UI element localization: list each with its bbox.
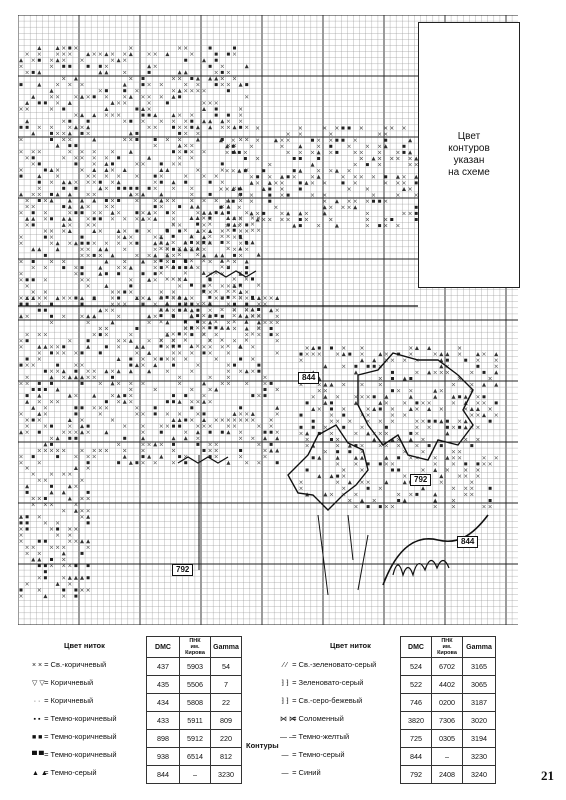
code-dmc: 844 xyxy=(147,766,180,784)
legend-row xyxy=(32,746,117,764)
stitch-symbol: ⁆ ⁆ xyxy=(281,680,289,687)
legend-row xyxy=(280,710,376,728)
legend-code-row xyxy=(147,730,242,748)
code-pnk: 2408 xyxy=(432,766,463,784)
code-pnk: – xyxy=(432,748,463,766)
code-dmc: 898 xyxy=(147,730,180,748)
code-gamma: 3240 xyxy=(463,766,496,784)
label-792-bottom: 792 xyxy=(172,564,193,576)
legend-col-header: Gamma xyxy=(463,637,496,658)
legend-row xyxy=(280,746,376,764)
thread-name: = Св.-коричневый xyxy=(44,660,107,669)
code-dmc: 844 xyxy=(401,748,432,766)
legend-code-row xyxy=(147,694,242,712)
code-pnk: 7306 xyxy=(432,712,463,730)
legend-left-names xyxy=(32,636,117,782)
code-dmc: 725 xyxy=(401,730,432,748)
stitch-symbol: ⁄ ⁄ xyxy=(282,662,288,669)
code-pnk: 5903 xyxy=(180,658,211,676)
stitch-symbol: ▀ ▀ xyxy=(32,752,44,759)
code-dmc: 435 xyxy=(147,676,180,694)
thread-name: = Темно-коричневый xyxy=(44,732,117,741)
legend-row xyxy=(32,674,117,692)
contours-label: Контуры xyxy=(246,741,279,750)
legend-col-header: DMC xyxy=(401,637,432,658)
stitch-symbol: ▲ ▲ xyxy=(32,770,48,777)
thread-name: = Темно-серый xyxy=(292,750,345,759)
legend-row xyxy=(32,692,117,710)
code-gamma: 812 xyxy=(211,748,242,766)
legend-col-header: DMC xyxy=(147,637,180,658)
thread-name: = Зеленовато-серый xyxy=(292,678,364,687)
legend-code-row xyxy=(147,712,242,730)
contour-color-note: Цвет контуров указан на схеме xyxy=(418,22,520,288)
legend-left-table xyxy=(146,636,242,784)
legend-col-header: Gamma xyxy=(211,637,242,658)
label-792-right: 792 xyxy=(410,474,431,486)
thread-name: = Темно-коричневый xyxy=(44,714,117,723)
stitch-symbol: ▪ ▪ xyxy=(33,716,41,723)
code-dmc: 792 xyxy=(401,766,432,784)
page-number: 21 xyxy=(541,768,554,783)
code-gamma: 3065 xyxy=(463,676,496,694)
thread-name: = Темно-серый xyxy=(44,768,97,777)
stitch-symbol: × × xyxy=(32,662,43,669)
stitch-symbol: ⋈ ⋈ xyxy=(280,716,296,723)
legend-code-row xyxy=(147,658,242,676)
code-gamma: 3230 xyxy=(463,748,496,766)
code-gamma: 3187 xyxy=(463,694,496,712)
legend-code-row xyxy=(401,676,496,694)
legend-row xyxy=(280,656,376,674)
code-pnk: 6702 xyxy=(432,658,463,676)
legend-left-header: Цвет ниток xyxy=(64,641,105,650)
stitch-symbol: · · xyxy=(33,698,41,705)
code-pnk: 0305 xyxy=(432,730,463,748)
legend-right-names xyxy=(280,636,376,782)
code-dmc: 746 xyxy=(401,694,432,712)
code-dmc: 434 xyxy=(147,694,180,712)
legend-row xyxy=(280,674,376,692)
code-dmc: 524 xyxy=(401,658,432,676)
label-844-bottom: 844 xyxy=(457,536,478,548)
code-gamma: 7 xyxy=(211,676,242,694)
code-dmc: 437 xyxy=(147,658,180,676)
thread-name: = Св.-зеленовато-серый xyxy=(292,660,377,669)
code-gamma: 220 xyxy=(211,730,242,748)
code-dmc: 433 xyxy=(147,712,180,730)
stitch-symbol: ▽ ▽ xyxy=(32,680,45,687)
code-pnk: 6514 xyxy=(180,748,211,766)
code-pnk: 5808 xyxy=(180,694,211,712)
code-pnk: 5911 xyxy=(180,712,211,730)
stitch-symbol: — xyxy=(281,752,289,759)
legend-code-row xyxy=(401,730,496,748)
code-pnk: 5912 xyxy=(180,730,211,748)
legend-code-row xyxy=(401,694,496,712)
code-gamma: 809 xyxy=(211,712,242,730)
stitch-symbol: — xyxy=(281,770,289,777)
stitch-symbol: ■ ■ xyxy=(32,734,43,741)
code-gamma: 3194 xyxy=(463,730,496,748)
code-pnk: 0200 xyxy=(432,694,463,712)
legend-right-header: Цвет ниток xyxy=(330,641,371,650)
legend-code-row xyxy=(401,712,496,730)
code-gamma: 3230 xyxy=(211,766,242,784)
thread-name: = Коричневый xyxy=(44,696,94,705)
code-gamma: 3165 xyxy=(463,658,496,676)
thread-name: = Коричневый xyxy=(44,678,94,687)
code-dmc: 522 xyxy=(401,676,432,694)
thread-name: = Св.-серо-бежевый xyxy=(292,696,363,705)
legend-row xyxy=(280,764,376,782)
legend-code-row xyxy=(401,748,496,766)
legend-code-row xyxy=(147,766,242,784)
legend-row xyxy=(32,710,117,728)
code-dmc: 3820 xyxy=(401,712,432,730)
code-dmc: 938 xyxy=(147,748,180,766)
thread-name: = Темно-коричневый xyxy=(44,750,117,759)
legend-row xyxy=(32,728,117,746)
legend-code-row xyxy=(147,748,242,766)
legend-row xyxy=(280,692,376,710)
code-gamma: 3020 xyxy=(463,712,496,730)
legend-row xyxy=(32,764,117,782)
code-gamma: 54 xyxy=(211,658,242,676)
code-pnk: 4402 xyxy=(432,676,463,694)
thread-name: = Соломенный xyxy=(292,714,344,723)
legend-code-row xyxy=(147,676,242,694)
legend-right-table xyxy=(400,636,496,784)
code-pnk: 5506 xyxy=(180,676,211,694)
legend-col-header: ПНК им. Кирова xyxy=(180,637,211,658)
stitch-symbol: ⁆ ⁆ xyxy=(281,698,289,705)
legend-code-row xyxy=(401,658,496,676)
legend-col-header: ПНК им. Кирова xyxy=(432,637,463,658)
thread-name: = Темно-желтый xyxy=(292,732,350,741)
legend-code-row xyxy=(401,766,496,784)
thread-name: = Синий xyxy=(292,768,321,777)
stitch-symbol: — — xyxy=(280,734,296,741)
code-pnk: – xyxy=(180,766,211,784)
legend-row xyxy=(32,656,117,674)
legend-row xyxy=(280,728,376,746)
code-gamma: 22 xyxy=(211,694,242,712)
label-844-top: 844 xyxy=(298,372,319,384)
